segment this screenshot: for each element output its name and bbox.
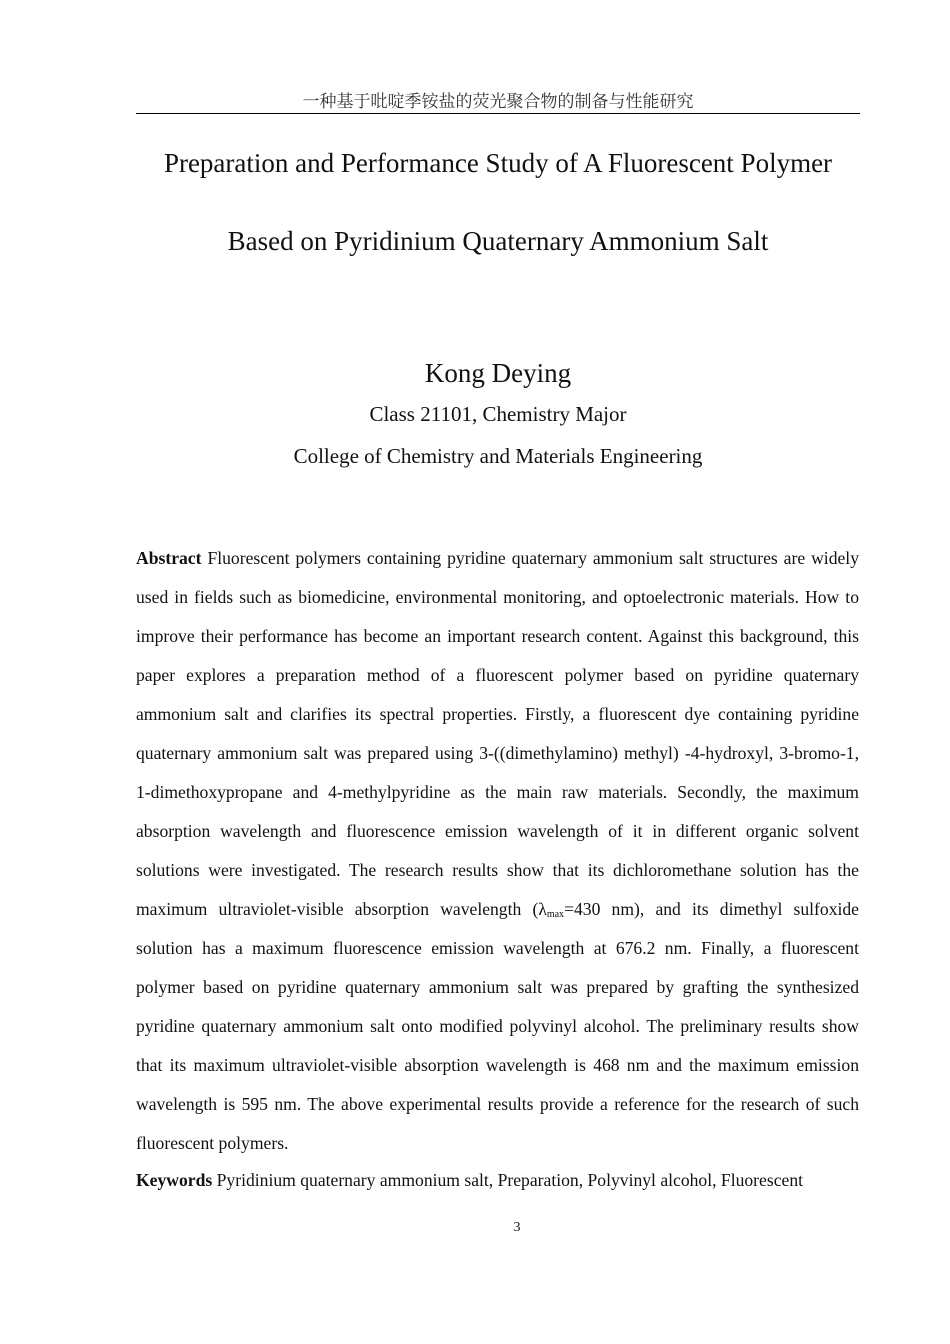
- paper-title-line-1: Preparation and Performance Study of A Fluorescent Polymer: [163, 148, 833, 178]
- running-header: 一种基于吡啶季铵盐的荧光聚合物的制备与性能研究: [136, 92, 860, 114]
- lambda-max-subscript: max: [546, 909, 565, 920]
- abstract-paragraph: [136, 539, 859, 1163]
- author-college: College of Chemistry and Materials Engineering: [293, 444, 703, 468]
- keywords-line: [136, 1161, 859, 1200]
- abstract-text-part-2: =430 nm), and its dimethyl sulfoxide solution has a maximum fluorescence emission wavelength at 676.2 nm. Finally, a fluorescent polymer based on pyridine quaternary ammonium salt was prepared by grafting the synthesized pyridine quaternary ammonium salt onto modified polyvinyl alcohol. The preliminary results show that its maximum ultraviolet-visible absorption wavelength is 468 nm and the maximum emission wavelength is 595 nm. The above experimental results provide a reference for the research of such fluorescent polymers.: [136, 899, 859, 1153]
- keywords-text: Pyridinium quaternary ammonium salt, Preparation, Polyvinyl alcohol, Fluorescent: [216, 1170, 803, 1190]
- paper-title-line-2: Based on Pyridinium Quaternary Ammonium Salt: [227, 226, 769, 256]
- abstract-label: Abstract: [136, 548, 202, 568]
- abstract-text-part-1: Fluorescent polymers containing pyridine quaternary ammonium salt structures are widely used in fields such as biomedicine, environmental monitoring, and optoelectronic materials. How to improve their performance has become an important research content. Against this background, this paper explores a preparation method of a fluorescent polymer based on pyridine quaternary ammonium salt and clarifies its spectral properties. Firstly, a fluorescent dye containing pyridine quaternary ammonium salt was prepared using 3-((dimethylamino) methyl) -4-hydroxyl, 3-bromo-1, 1-dimethoxypropane and 4-methylpyridine as the main raw materials. Secondly, the maximum absorption wavelength and fluorescence emission wavelength of it in different organic solvent solutions were investigated. The research results show that its dichloromethane solution has the maximum ultraviolet-visible absorption wavelength (λ: [136, 548, 859, 919]
- page-number: 3: [513, 1220, 521, 1235]
- author-name: Kong Deying: [424, 358, 572, 388]
- author-class: Class 21101, Chemistry Major: [369, 402, 627, 426]
- keywords-label: Keywords: [136, 1170, 213, 1190]
